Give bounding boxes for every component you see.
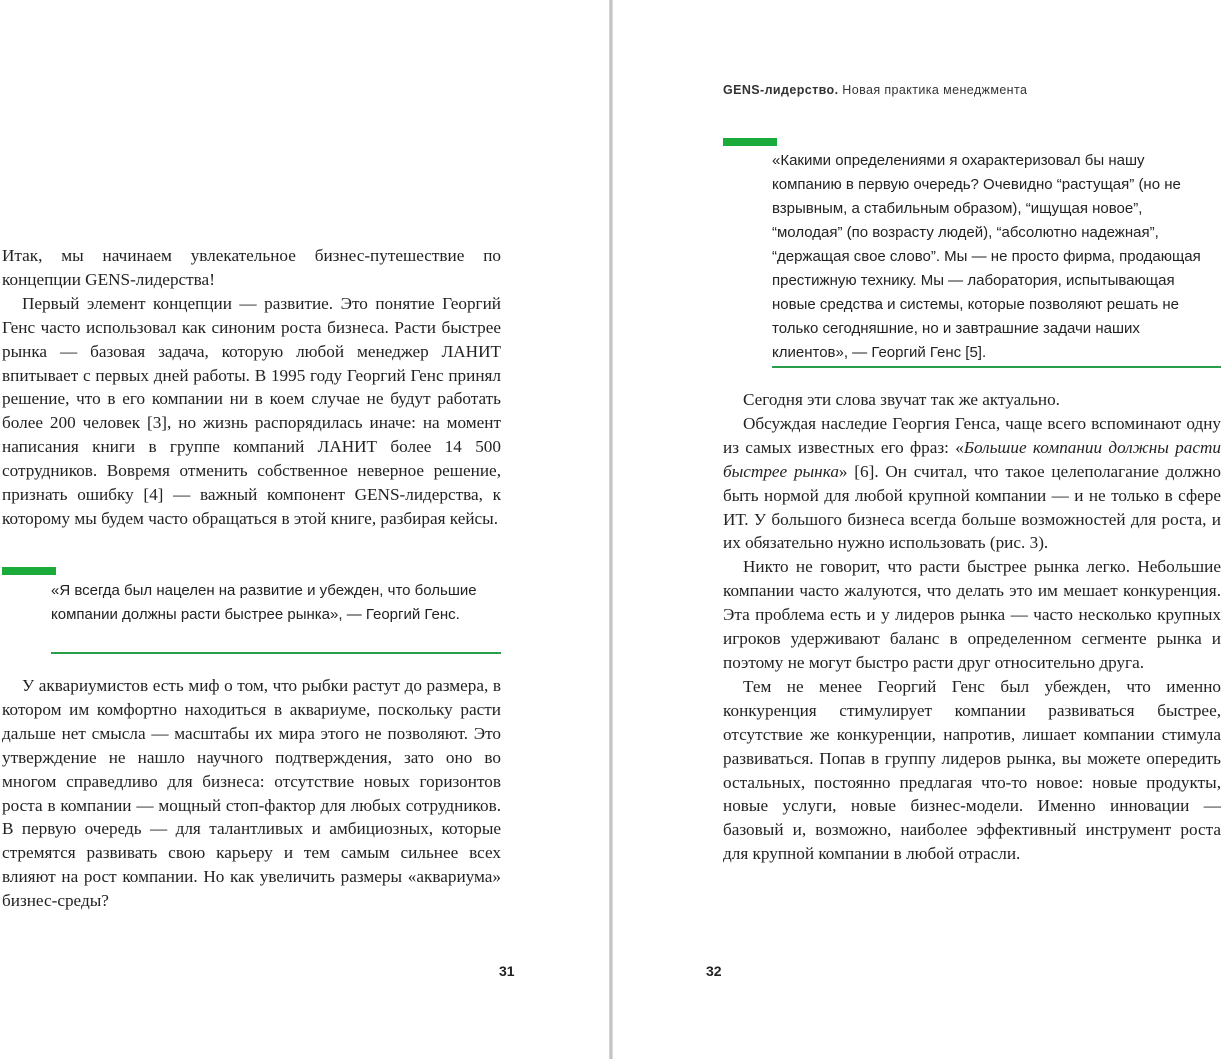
running-head (723, 83, 1027, 97)
paragraph-text: Обсуждая наследие Георгия Генса, чаще всего вспоминают одну из самых известных его фраз: « (723, 413, 1221, 457)
page-number: 31 (499, 963, 515, 979)
paragraph: Сегодня эти слова звучат так же актуально. (743, 390, 1060, 409)
left-text-block-2 (2, 674, 501, 913)
italic-quote: Большие компании должны расти быстрее рынка (723, 437, 1222, 481)
quote-accent-bar (2, 567, 56, 575)
pull-quote: «Я всегда был нацелен на развитие и убежден, что большие компании должны расти быстрее рынка», — Георгий Генс. (51, 582, 477, 623)
left-page (0, 0, 610, 1059)
quote-rule (51, 652, 501, 654)
pull-quote: «Какими определениями я охарактеризовал бы нашу компанию в первую очередь? Очевидно “растущая” (но не взрывным, а стабильным образом), “ищущая новое”, “молодая” (по возрасту людей), “абсолютно надежная”, “держащая свое слово”. Мы — не просто фирма, продающая престижную технику. Мы — лаборатория, испытывающая новые средства и системы, которые позволяют решать не только сегодняшние, но и завтрашние задачи наших клиентов», — Георгий Генс [5]. (772, 152, 1201, 361)
right-text-block (723, 388, 1221, 866)
quote-accent-bar (723, 138, 777, 146)
running-head-subtitle: Новая практика менеджмента (838, 83, 1028, 97)
paragraph: Первый элемент концепции — развитие. Это понятие Георгий Генс часто использовал как синоним роста бизнеса. Расти быстрее рынка — базовая задача, которую любой менеджер ЛАНИТ впитывает с первых дней работы. В 1995 году Георгий Генс принял решение, что в его компании ни в коем случае не будут работать более 200 человек [3], но жизнь распорядилась иначе: на момент написания книги в группе компаний ЛАНИТ более 14 500 сотрудников. Вовремя отменить собственное неверное решение, признать ошибку [4] — важный компонент GENS-лидерства, к которому мы будем часто обращаться в этой книге, разбирая кейсы. (2, 293, 501, 528)
right-page (613, 0, 1222, 1059)
paragraph (723, 412, 1221, 555)
running-head-title: GENS-лидерство. (723, 83, 839, 97)
paragraph: Никто не говорит, что расти быстрее рынка легко. Небольшие компании часто жалуются, что делать это им мешает конкуренция. Эта проблема есть и у лидеров рынка — часто несколько крупных игроков удерживают баланс в определенном сегменте рынка и поэтому не могут быстро расти друг относительно друга. (723, 557, 1221, 672)
paragraph-text: » [6]. Он считал, что такое целеполагание должно быть нормой для любой крупной компании — и не только в сфере ИТ. У большого бизнеса всегда больше возможностей для роста, и их обязательно нужно использовать (рис. 3). (723, 461, 1221, 553)
paragraph: У аквариумистов есть миф о том, что рыбки растут до размера, в котором им комфортно находиться в аквариуме, поскольку расти дальше нет смысла — масштабы их мира этого не позволяют. Это утверждение не нашло научного подтверждения, зато оно во многом справедливо для бизнеса: отсутствие новых горизонтов роста в компании — мощный стоп-фактор для любых сотрудников. В первую очередь — для талантливых и амбициозных, которые стремятся развивать свою карьеру и тем самым сильнее всех влияют на рост компании. Но как увеличить размеры «аквариума» бизнес-среды? (2, 676, 501, 911)
quote-rule (772, 366, 1221, 368)
left-text-block (2, 244, 501, 531)
paragraph: Тем не менее Георгий Генс был убежден, что именно конкуренция стимулирует компании развиваться быстрее, отсутствие же конкуренции, напротив, лишает компании стимула развиваться. Попав в группу лидеров рынка, вы можете опередить остальных, постоянно предлагая что-то новое: новые продукты, новые услуги, новые бизнес-модели. Именно инновации — базовый и, возможно, наиболее эффективный инструмент роста для крупной компании в любой отрасли. (723, 676, 1221, 864)
paragraph: Итак, мы начинаем увлекательное бизнес-путешествие по концепции GENS-лидерства! (2, 246, 501, 289)
page-number: 32 (706, 963, 722, 979)
